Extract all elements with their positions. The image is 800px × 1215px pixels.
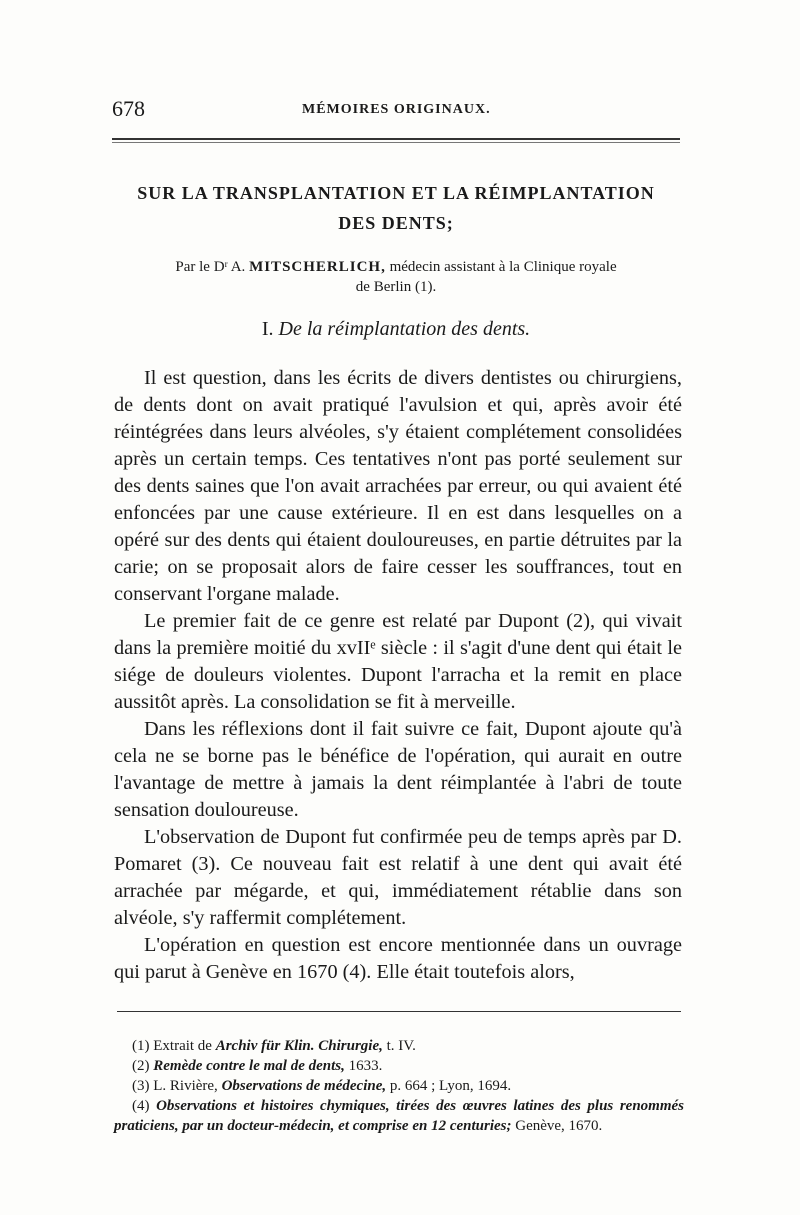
paragraph-1: Il est question, dans les écrits de divers dentistes ou chirurgiens, de dents dont on avait pratiqué l'avulsion et qui, après avoir été réintégrées dans leurs alvéoles, s'y étaient complétement consolidées après un certain temps. Ces tentatives n'ont pas porté seulement sur des dents saines que l'on avait arrachées par erreur, ou qui avaient été enfoncées par une cause extérieure. Il en est dans lesquelles on a opéré sur des dents qui étaient douloureuses, en partie détruites par la carie; on se proposait alors de faire cesser les souffrances, tout en conservant l'organe malade. (114, 367, 682, 605)
section-number: I. (261, 318, 274, 340)
footnote-3-suffix: p. 664 ; Lyon, 1694. (389, 1078, 512, 1094)
footnote-1-prefix: (1) Extrait de (132, 1038, 212, 1054)
footnote-3-prefix: (3) L. Rivière, (132, 1078, 218, 1094)
byline-suffix: médecin assistant à la Clinique royale (389, 259, 617, 275)
byline-line-2: de Berlin (1). (355, 279, 437, 295)
footnotes (114, 1036, 684, 1136)
footnote-4 (114, 1096, 684, 1136)
footnote-2-suffix: 1633. (348, 1058, 383, 1074)
byline (112, 257, 680, 297)
paragraph-4: L'observation de Dupont fut confirmée peu de temps après par D. Pomaret (3). Ce nouveau fait est relatif à une dent qui avait été arrachée par mégarde, et qui, immédiatement rétablie dans son alvéole, s'y raffermit complétement. (114, 826, 682, 929)
article-title (112, 178, 680, 238)
author-name: MITSCHERLICH, (249, 259, 386, 275)
byline-prefix: Par le Dʳ A. (175, 259, 246, 275)
footnote-2 (114, 1056, 684, 1076)
section-title: De la réimplantation des dents. (278, 318, 531, 340)
footnote-1-suffix: t. IV. (386, 1038, 416, 1054)
footnote-1-title: Archiv für Klin. Chirurgie, (215, 1038, 383, 1054)
footnote-3 (114, 1076, 684, 1096)
footnote-3-title: Observations de médecine, (221, 1078, 387, 1094)
footnote-4-title: Observations et histoires chymiques, tirées des œuvres latines des plus renommés praticiens, par un docteur-médecin, et comprise en 12 centuries; (114, 1098, 685, 1134)
title-line-2: DES DENTS; (338, 213, 454, 233)
paragraph-3: Dans les réflexions dont il fait suivre ce fait, Dupont ajoute qu'à cela ne se borne pas le bénéfice de l'opération, qui aurait en outre l'avantage de mettre à jamais la dent réimplantée à l'abri de toute sensation douloureuse. (114, 718, 682, 821)
footnote-4-prefix: (4) (132, 1098, 150, 1114)
page-header (112, 96, 684, 126)
title-line-1: SUR LA TRANSPLANTATION ET LA RÉIMPLANTATION (137, 183, 655, 203)
footnote-2-title: Remède contre le mal de dents, (153, 1058, 345, 1074)
section-heading (112, 318, 680, 341)
footnote-2-prefix: (2) (132, 1058, 150, 1074)
running-head: MÉMOIRES ORIGINAUX. (302, 102, 491, 117)
header-rule (112, 138, 680, 143)
footnote-4-suffix: Genève, 1670. (515, 1118, 603, 1134)
body-text (114, 365, 682, 986)
page-number: 678 (112, 96, 145, 121)
paragraph-2: Le premier fait de ce genre est relaté par Dupont (2), qui vivait dans la première moitié du xvIIᵉ siècle : il s'agit d'une dent qui était le siége de douleurs violentes. Dupont l'arracha et la remit en place aussitôt après. La consolidation se fit à merveille. (114, 610, 682, 713)
footnote-1 (114, 1036, 684, 1056)
paragraph-5: L'opération en question est encore mentionnée dans un ouvrage qui parut à Genève en 1670 (4). Elle était toutefois alors, (114, 934, 682, 983)
footnote-rule (117, 1011, 681, 1012)
